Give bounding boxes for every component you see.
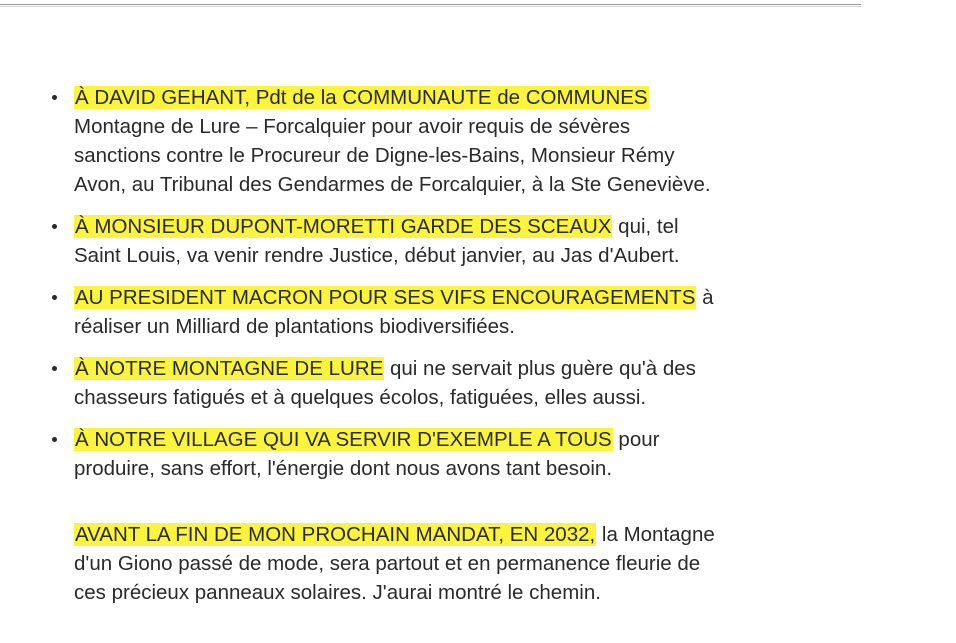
bullet-dot <box>52 224 57 229</box>
top-rule-shadow <box>0 6 861 7</box>
bullet-first-line <box>74 354 834 383</box>
top-rule <box>0 4 861 5</box>
bullet-item-montagne <box>74 354 834 412</box>
lead-text: qui ne servait plus guère qu'à des <box>384 357 696 380</box>
bullet-dot <box>52 95 57 100</box>
bullet-dot <box>52 366 57 371</box>
body-line: ces précieux panneaux solaires. J'aurai montré le chemin. <box>74 581 601 604</box>
body-line: Saint Louis, va venir rendre Justice, début janvier, au Jas d'Aubert. <box>74 244 680 267</box>
bullet-dot <box>52 295 57 300</box>
body-line: réaliser un Milliard de plantations biodiversifiées. <box>74 315 515 338</box>
body-line: Avon, au Tribunal des Gendarmes de Forcalquier, à la Ste Geneviève. <box>74 173 711 196</box>
bullet-item-macron <box>74 283 834 341</box>
bullet-item-village <box>74 425 834 483</box>
highlighted-text: AU PRESIDENT MACRON POUR SES VIFS ENCOURAGEMENTS <box>75 286 696 309</box>
lead-text: pour <box>612 428 660 451</box>
bullet-first-line <box>74 425 834 454</box>
bullet-first-line <box>74 283 834 312</box>
closing-first-line <box>74 520 834 549</box>
bullet-item-gehant <box>74 83 834 199</box>
lead-text: la Montagne <box>596 523 715 546</box>
highlighted-text: À NOTRE MONTAGNE DE LURE <box>75 357 384 380</box>
document-body <box>74 83 834 607</box>
body-line: sanctions contre le Procureur de Digne-les-Bains, Monsieur Rémy <box>74 144 675 167</box>
lead-text: à <box>696 286 714 309</box>
highlighted-text: À DAVID GEHANT, Pdt de la COMMUNAUTE de COMMUNES <box>75 86 648 109</box>
body-line: d'un Giono passé de mode, sera partout et en permanence fleurie de <box>74 552 701 575</box>
highlighted-text: À MONSIEUR DUPONT-MORETTI GARDE DES SCEAUX <box>75 215 612 238</box>
body-line: chasseurs fatigués et à quelques écolos, fatiguées, elles aussi. <box>74 386 647 409</box>
bullet-first-line <box>74 212 834 241</box>
bullet-item-dupont-moretti <box>74 212 834 270</box>
closing-paragraph <box>74 520 834 607</box>
highlighted-text: À NOTRE VILLAGE QUI VA SERVIR D'EXEMPLE A TOUS <box>75 428 612 451</box>
bullet-dot <box>52 437 57 442</box>
body-line: produire, sans effort, l'énergie dont nous avons tant besoin. <box>74 457 613 480</box>
body-line: Montagne de Lure – Forcalquier pour avoir requis de sévères <box>74 115 631 138</box>
bullet-first-line <box>74 83 834 112</box>
lead-text: qui, tel <box>612 215 679 238</box>
highlighted-text: AVANT LA FIN DE MON PROCHAIN MANDAT, EN 2032, <box>75 523 596 546</box>
